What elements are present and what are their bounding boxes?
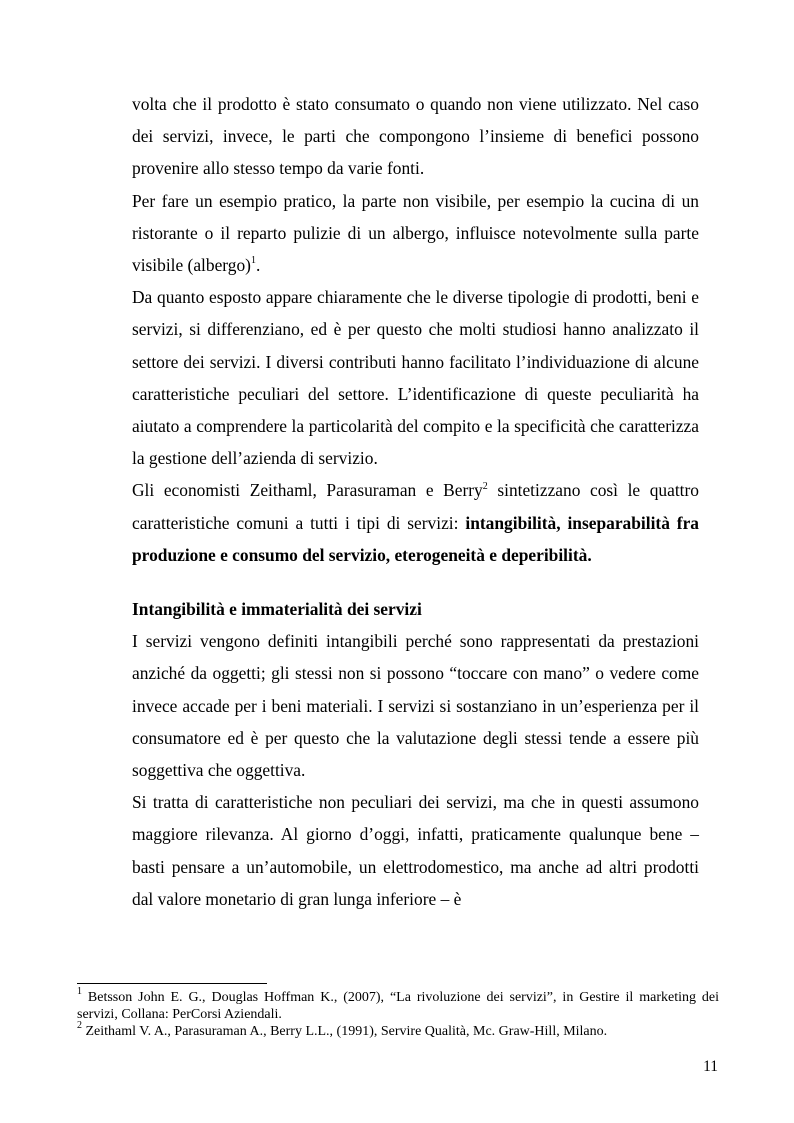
footnote: [77, 1020, 719, 1040]
body-text: [132, 88, 699, 915]
body-paragraph: [132, 281, 699, 474]
text-run: .: [255, 255, 261, 276]
footnotes: [77, 986, 719, 1040]
footnote-text: Betsson John E. G., Douglas Hoffman K., (2007), “La rivoluzione dei servizi”, in Gestire il marketing dei servizi, Collana: PerCorsi Aziendali.: [77, 990, 719, 1022]
footnote-reference: 2: [482, 480, 488, 492]
footnote-marker: 1: [77, 986, 82, 998]
footnote: [77, 986, 719, 1023]
text-run: Si tratta di caratteristiche non peculiari dei servizi, ma che in questi assumono maggiore rilevanza. Al giorno d’oggi, infatti, praticamente qualunque bene – basti pensare a un’automobile, un elettrodomestico, ma anche ad altri prodotti dal valore monetario di gran lunga inferiore – è: [132, 792, 699, 909]
footnote-marker: 2: [77, 1020, 82, 1032]
body-paragraph: [132, 474, 699, 571]
text-run: I servizi vengono definiti intangibili perché sono rappresentati da prestazioni anziché da oggetti; gli stessi non si possono “toccare con mano” o vedere come invece accade per i beni materiali. I servizi si sostanziano in un’esperienza per il consumatore ed è per questo che la valutazione degli stessi tende a essere più soggettiva che oggettiva.: [132, 631, 699, 781]
text-run: Per fare un esempio pratico, la parte non visibile, per esempio la cucina di un ristorante o il reparto pulizie di un albergo, influisce notevolmente sulla parte visibile (albergo): [132, 190, 699, 276]
footnote-text: Zeithaml V. A., Parasuraman A., Berry L.L., (1991), Servire Qualità, Mc. Graw-Hill, Milano.: [82, 1024, 608, 1039]
footnote-reference: 1: [250, 255, 256, 267]
body-paragraph: [132, 185, 699, 282]
section-heading: Intangibilità e immaterialità dei servizi: [132, 599, 422, 620]
body-paragraph: [132, 625, 699, 786]
body-paragraph: [132, 786, 699, 915]
footnote-separator: [77, 983, 267, 984]
text-run: sintetizzano così le quattro caratteristiche comuni a tutti i tipi di servizi:: [132, 480, 699, 533]
section-paragraphs: [132, 625, 699, 915]
text-run: Gli economisti Zeithaml, Parasuraman e Berry: [132, 480, 483, 501]
text-run: volta che il prodotto è stato consumato o quando non viene utilizzato. Nel caso dei servizi, invece, le parti che compongono l’insieme di benefici possono provenire allo stesso tempo da varie fonti.: [132, 94, 699, 179]
body-paragraph: [132, 88, 699, 185]
text-run: Da quanto esposto appare chiaramente che le diverse tipologie di prodotti, beni e servizi, si differenziano, ed è per questo che molti studiosi hanno analizzato il settore dei servizi. I diversi contributi hanno facilitato l’individuazione di alcune caratteristiche peculiari del settore. L’identificazione di queste peculiarità ha aiutato a comprendere la particolarità del compito e la specificità che caratterizza la gestione dell’azienda di servizio.: [132, 287, 699, 469]
page-number: 11: [703, 1058, 718, 1075]
intro-paragraphs: [132, 88, 699, 571]
bold-text: intangibilità, inseparabilità fra produzione e consumo del servizio, eterogeneità e deperibilità.: [132, 512, 699, 565]
